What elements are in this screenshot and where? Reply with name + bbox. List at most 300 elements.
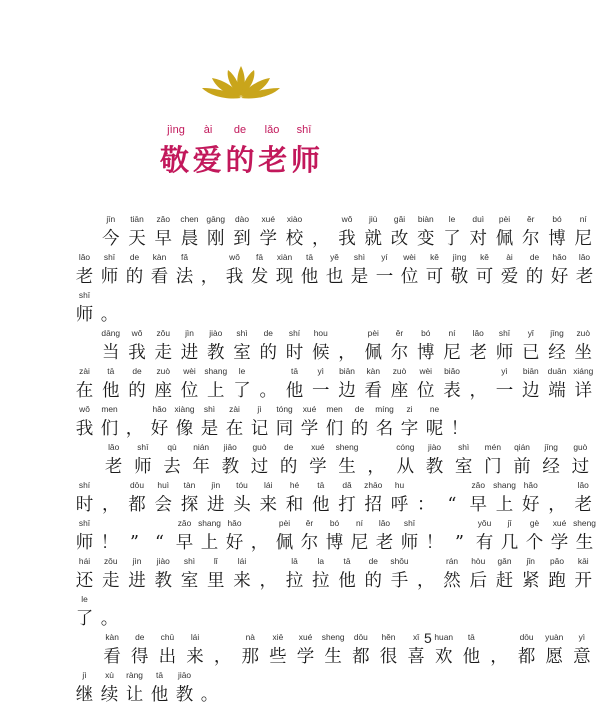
pinyin: lǎo xyxy=(577,480,589,490)
hanzi: 好 xyxy=(522,495,540,515)
hanzi: 有 xyxy=(475,533,494,553)
pinyin: hé xyxy=(289,480,300,490)
pinyin: tā xyxy=(107,366,115,376)
hanzi: 爱 xyxy=(500,267,519,287)
hanzi: 教 xyxy=(221,457,240,477)
hanzi: 改 xyxy=(390,229,409,249)
title-char: 爱 xyxy=(192,143,222,177)
hanzi: 师 xyxy=(100,267,119,287)
pinyin: la xyxy=(317,556,325,566)
pinyin: tā xyxy=(467,632,475,642)
hanzi: 探 xyxy=(180,495,199,515)
pinyin: tā xyxy=(343,556,351,566)
pinyin: xù xyxy=(105,670,114,680)
pinyin: dōu xyxy=(519,632,534,642)
pinyin: ài xyxy=(506,252,513,262)
pinyin: gǎi xyxy=(393,214,406,224)
hanzi: 走 xyxy=(102,571,120,591)
pinyin: de xyxy=(283,442,294,452)
pinyin: le xyxy=(238,366,246,376)
pinyin: xǐ xyxy=(413,632,420,642)
ruby-char xyxy=(571,366,596,418)
hanzi: ， xyxy=(490,647,508,667)
pinyin: dào xyxy=(235,214,249,224)
title-pinyin-syllable: shī xyxy=(296,124,312,136)
hanzi: 都 xyxy=(128,495,146,515)
lotus-ornament-icon xyxy=(196,62,286,104)
hanzi: 详 xyxy=(574,381,592,401)
hanzi: 在 xyxy=(225,419,244,439)
pinyin: xué xyxy=(261,214,276,224)
hanzi: 博 xyxy=(417,343,435,363)
pinyin: de xyxy=(129,252,140,262)
pinyin: zuò xyxy=(392,366,407,376)
hanzi: 是 xyxy=(200,419,219,439)
ruby-char xyxy=(172,670,197,722)
title-char: 老 xyxy=(258,143,288,177)
hanzi: 拉 xyxy=(285,571,304,591)
pinyin: hu xyxy=(394,480,405,490)
hanzi: 师 xyxy=(75,533,94,553)
hanzi: ， xyxy=(213,647,232,667)
hanzi: 上 xyxy=(495,495,514,515)
ruby-char xyxy=(122,670,147,722)
pinyin: jì xyxy=(257,404,262,414)
hanzi: 老 xyxy=(375,533,394,553)
hanzi: 室 xyxy=(180,571,199,591)
hanzi: 他 xyxy=(338,571,356,591)
pinyin: men xyxy=(101,404,118,414)
pinyin: ní xyxy=(356,518,363,528)
hanzi: 尼 xyxy=(574,229,592,249)
hanzi: 他 xyxy=(462,647,481,667)
hanzi: 边 xyxy=(338,381,356,401)
hanzi: 尼 xyxy=(350,533,369,553)
title-char: 敬 xyxy=(160,143,190,177)
ruby-char xyxy=(97,670,122,722)
hanzi: 天 xyxy=(128,229,146,249)
hanzi: 学 xyxy=(296,647,315,667)
hanzi: ” xyxy=(130,533,139,553)
ruby-char xyxy=(522,252,547,304)
pinyin: pǎo xyxy=(550,556,564,566)
pinyin: hái xyxy=(78,556,91,566)
hanzi: 座 xyxy=(154,381,172,401)
hanzi: 字 xyxy=(400,419,419,439)
pinyin: wèi xyxy=(419,366,433,376)
hanzi: 进 xyxy=(180,343,199,363)
hanzi: 去 xyxy=(163,457,181,477)
pinyin: jìn xyxy=(211,480,221,490)
hanzi: 尔 xyxy=(522,229,540,249)
pinyin: lǎo xyxy=(108,442,120,452)
pinyin: wǒ xyxy=(131,328,143,338)
hanzi: 校 xyxy=(285,229,304,249)
hanzi: 上 xyxy=(207,381,225,401)
hanzi: 紧 xyxy=(522,571,540,591)
pinyin: shī xyxy=(78,290,91,300)
hanzi: 师 xyxy=(75,305,94,325)
pinyin: lǎo xyxy=(378,518,391,528)
hanzi: 了 xyxy=(75,609,94,629)
pinyin: shang xyxy=(198,518,221,528)
pinyin: zǒu xyxy=(103,556,118,566)
hanzi: 师 xyxy=(495,343,514,363)
pinyin: de xyxy=(354,404,365,414)
hanzi: 边 xyxy=(522,381,540,401)
ruby-char xyxy=(492,556,517,608)
pinyin: shī xyxy=(498,328,511,338)
pinyin: zǎo xyxy=(471,480,486,490)
ruby-char xyxy=(518,366,543,418)
hanzi: 他 xyxy=(102,381,120,401)
hanzi: 早 xyxy=(175,533,194,553)
hanzi: 们 xyxy=(100,419,119,439)
hanzi: 得 xyxy=(131,647,149,667)
ruby-char xyxy=(197,670,222,722)
hanzi: 晨 xyxy=(180,229,199,249)
hanzi: ， xyxy=(250,533,269,553)
hanzi: 座 xyxy=(390,381,409,401)
hanzi: ， xyxy=(312,229,330,249)
pinyin: wèi xyxy=(183,366,196,376)
pinyin: guò xyxy=(252,442,267,452)
pinyin: yǒu xyxy=(477,518,492,528)
pinyin: nà xyxy=(245,632,255,642)
pinyin: lái xyxy=(237,556,247,566)
hanzi: 欢 xyxy=(434,647,453,667)
hanzi: 早 xyxy=(469,495,487,515)
hanzi: 候 xyxy=(312,343,330,363)
pinyin: yě xyxy=(330,252,339,262)
pinyin: wǒ xyxy=(229,252,240,262)
hanzi: 的 xyxy=(364,571,382,591)
hanzi: “ xyxy=(155,533,164,553)
pinyin: gāng xyxy=(206,214,226,224)
hanzi: 跑 xyxy=(548,571,566,591)
hanzi: 好 xyxy=(550,267,569,287)
hanzi: 学 xyxy=(259,229,277,249)
pinyin: zuò xyxy=(576,328,591,338)
hanzi: 佩 xyxy=(275,533,294,553)
hanzi: 佩 xyxy=(364,343,382,363)
pinyin: de xyxy=(368,556,378,566)
pinyin: lái xyxy=(264,480,273,490)
hanzi: 和 xyxy=(285,495,304,515)
hanzi: 法 xyxy=(175,267,194,287)
pinyin: kě xyxy=(430,252,439,262)
hanzi: 进 xyxy=(207,495,225,515)
hanzi: 来 xyxy=(186,647,204,667)
hanzi: 博 xyxy=(548,229,566,249)
pinyin: yì xyxy=(578,632,586,642)
pinyin: shī xyxy=(103,252,116,262)
pinyin: tóng xyxy=(276,404,293,414)
hanzi: 了 xyxy=(443,229,461,249)
hanzi: 的 xyxy=(350,419,369,439)
hanzi: 可 xyxy=(425,267,444,287)
hanzi: 门 xyxy=(484,457,502,477)
hanzi: 在 xyxy=(75,381,94,401)
pinyin: chen xyxy=(180,214,199,224)
hanzi: 表 xyxy=(443,381,461,401)
hanzi: 生 xyxy=(338,457,356,477)
hanzi: 记 xyxy=(250,419,269,439)
title-char: 师 xyxy=(290,143,320,177)
pinyin: men xyxy=(326,404,343,414)
pinyin: tā xyxy=(156,670,163,680)
pinyin: jīn xyxy=(106,214,116,224)
hanzi: 然 xyxy=(443,571,461,591)
pinyin: nián xyxy=(193,442,210,452)
title-pinyin-syllable: ài xyxy=(203,124,213,136)
pinyin: gǎn xyxy=(497,556,512,566)
hanzi: 他 xyxy=(285,381,304,401)
ruby-char xyxy=(514,632,539,684)
hanzi: 早 xyxy=(154,229,172,249)
pinyin: dǎ xyxy=(342,480,352,490)
hanzi: ！ xyxy=(100,533,119,553)
pinyin: ěr xyxy=(527,214,535,224)
pinyin: yí xyxy=(381,252,388,262)
hanzi: 来 xyxy=(233,571,251,591)
pinyin: jìn xyxy=(185,328,194,338)
pinyin: xué xyxy=(311,442,325,452)
pinyin: zài xyxy=(79,366,90,376)
pinyin: ní xyxy=(579,214,587,224)
hanzi: 前 xyxy=(513,457,531,477)
hanzi: 刚 xyxy=(207,229,225,249)
page-title xyxy=(160,138,320,178)
hanzi: 。 xyxy=(200,685,219,705)
ruby-char xyxy=(547,252,572,304)
hanzi: “ xyxy=(447,495,457,515)
pinyin: zi xyxy=(406,404,413,414)
hanzi: 了 xyxy=(233,381,251,401)
pinyin: lǎo xyxy=(578,252,591,262)
pinyin: xiàng xyxy=(174,404,195,414)
pinyin: mén xyxy=(484,442,501,452)
pinyin: jiāo xyxy=(223,442,237,452)
pinyin: tā xyxy=(306,252,313,262)
pinyin: zǎo xyxy=(156,214,171,224)
hanzi: 位 xyxy=(417,381,435,401)
hanzi: 很 xyxy=(379,647,398,667)
pinyin: cóng xyxy=(396,442,415,452)
hanzi: 就 xyxy=(364,229,382,249)
hanzi: 可 xyxy=(475,267,494,287)
hanzi: 头 xyxy=(233,495,251,515)
hanzi: 我 xyxy=(338,229,356,249)
hanzi: ， xyxy=(102,495,120,515)
title-pinyin xyxy=(0,124,482,138)
pinyin: de xyxy=(263,328,273,338)
pinyin: wèi xyxy=(403,252,416,262)
hanzi: 。 xyxy=(100,305,119,325)
pinyin: hǎo xyxy=(552,252,567,262)
hanzi: 看 xyxy=(103,647,121,667)
pinyin: biān xyxy=(522,366,539,376)
hanzi: ， xyxy=(469,381,487,401)
pinyin: ní xyxy=(448,328,456,338)
pinyin: bó xyxy=(552,214,562,224)
hanzi: 发 xyxy=(250,267,269,287)
pinyin: yuàn xyxy=(545,632,564,642)
hanzi: ， xyxy=(259,571,277,591)
hanzi: 像 xyxy=(175,419,194,439)
hanzi: 们 xyxy=(325,419,344,439)
pinyin: fā xyxy=(256,252,263,262)
hanzi: 的 xyxy=(128,381,146,401)
pinyin: rán xyxy=(445,556,459,566)
pinyin: hòu xyxy=(471,556,486,566)
pinyin: pèi xyxy=(498,214,511,224)
pinyin: lā xyxy=(291,556,298,566)
hanzi: 从 xyxy=(396,457,415,477)
pinyin: zhāo xyxy=(364,480,383,490)
pinyin: shì xyxy=(183,556,196,566)
hanzi: 愿 xyxy=(545,647,563,667)
pinyin: tiān xyxy=(130,214,144,224)
hanzi: 学 xyxy=(300,419,319,439)
hanzi: 老 xyxy=(75,267,94,287)
pinyin: jiào xyxy=(209,328,223,338)
hanzi: 的 xyxy=(279,457,298,477)
hanzi: 一 xyxy=(495,381,514,401)
ruby-char xyxy=(545,366,570,418)
hanzi: 教 xyxy=(154,571,172,591)
pinyin: jiù xyxy=(369,214,378,224)
pinyin: le xyxy=(448,214,456,224)
pinyin: shí xyxy=(78,480,91,490)
pinyin: pèi xyxy=(367,328,379,338)
hanzi: 走 xyxy=(154,343,172,363)
pinyin: kàn xyxy=(152,252,167,262)
hanzi: 学 xyxy=(550,533,569,553)
hanzi: 招 xyxy=(364,495,382,515)
pinyin: xiàn xyxy=(276,252,293,262)
hanzi: 师 xyxy=(134,457,152,477)
hanzi: 尔 xyxy=(390,343,409,363)
pinyin: bó xyxy=(329,518,340,528)
pinyin: dāng xyxy=(101,328,121,338)
hanzi: ， xyxy=(367,457,385,477)
pinyin: le xyxy=(81,594,88,604)
ruby-char xyxy=(72,670,97,722)
hanzi: 经 xyxy=(542,457,560,477)
hanzi: 是 xyxy=(350,267,369,287)
hanzi: 到 xyxy=(233,229,251,249)
pinyin: jìng xyxy=(452,252,467,262)
hanzi: 好 xyxy=(225,533,244,553)
hanzi: 学 xyxy=(309,457,327,477)
hanzi: 一 xyxy=(375,267,394,287)
pinyin: lǐ xyxy=(213,556,218,566)
hanzi: 变 xyxy=(417,229,435,249)
hanzi: 续 xyxy=(100,685,119,705)
pinyin: xiào xyxy=(286,214,303,224)
hanzi: ” xyxy=(455,533,464,553)
hanzi: 老 xyxy=(575,267,594,287)
hanzi: 那 xyxy=(241,647,260,667)
hanzi: 老 xyxy=(574,495,592,515)
pinyin: hǎo xyxy=(227,518,242,528)
pinyin: duān xyxy=(547,366,567,376)
hanzi: ， xyxy=(200,267,219,287)
pinyin: jiāo xyxy=(177,670,192,680)
hanzi: 一 xyxy=(312,381,330,401)
hanzi: 也 xyxy=(325,267,344,287)
pinyin: wǒ xyxy=(79,404,90,414)
pinyin: kě xyxy=(480,252,489,262)
hanzi: 尼 xyxy=(443,343,461,363)
pinyin: kàn xyxy=(366,366,381,376)
pinyin: jì xyxy=(82,670,87,680)
hanzi: 几 xyxy=(500,533,519,553)
pinyin: jīng xyxy=(544,442,558,452)
hanzi: ， xyxy=(125,419,144,439)
hanzi: 的 xyxy=(125,267,144,287)
hanzi: 对 xyxy=(469,229,487,249)
pinyin: shang xyxy=(204,366,228,376)
hanzi: 看 xyxy=(364,381,382,401)
pinyin: shī xyxy=(403,518,416,528)
title-pinyin-syllable: de xyxy=(233,124,247,136)
hanzi: 个 xyxy=(525,533,544,553)
hanzi: 室 xyxy=(454,457,473,477)
pinyin: zǎo xyxy=(177,518,192,528)
hanzi: 我 xyxy=(225,267,244,287)
hanzi: 端 xyxy=(548,381,566,401)
hanzi: ！ xyxy=(450,419,469,439)
hanzi: 老 xyxy=(104,457,123,477)
hanzi: 尔 xyxy=(300,533,319,553)
pinyin: lǎo xyxy=(472,328,484,338)
hanzi: 时 xyxy=(75,495,94,515)
pinyin: gè xyxy=(529,518,540,528)
pinyin: hěn xyxy=(381,632,396,642)
ruby-char xyxy=(518,556,543,608)
pinyin: xué xyxy=(302,404,317,414)
hanzi: 。 xyxy=(259,381,277,401)
pinyin: pèi xyxy=(278,518,291,528)
pinyin: kāi xyxy=(577,556,589,566)
hanzi: 的 xyxy=(259,343,277,363)
hanzi: 当 xyxy=(102,343,120,363)
pinyin: jǐ xyxy=(507,518,512,528)
pinyin: ěr xyxy=(395,328,404,338)
hanzi: 上 xyxy=(200,533,219,553)
pinyin: de xyxy=(132,366,142,376)
pinyin: qù xyxy=(167,442,177,452)
pinyin: de xyxy=(135,632,145,642)
hanzi: 已 xyxy=(522,343,540,363)
hanzi: 我 xyxy=(75,419,94,439)
hanzi: ， xyxy=(417,571,435,591)
hanzi: 后 xyxy=(469,571,487,591)
hanzi: 看 xyxy=(150,267,169,287)
hanzi: 里 xyxy=(207,571,225,591)
hanzi: 教 xyxy=(207,343,225,363)
hanzi: 同 xyxy=(275,419,294,439)
hanzi: 打 xyxy=(338,495,356,515)
pinyin: xué xyxy=(298,632,313,642)
pinyin: zǒu xyxy=(156,328,171,338)
pinyin: shì xyxy=(353,252,366,262)
pinyin: xiē xyxy=(272,632,284,642)
hanzi: 好 xyxy=(150,419,169,439)
pinyin: shang xyxy=(493,480,516,490)
